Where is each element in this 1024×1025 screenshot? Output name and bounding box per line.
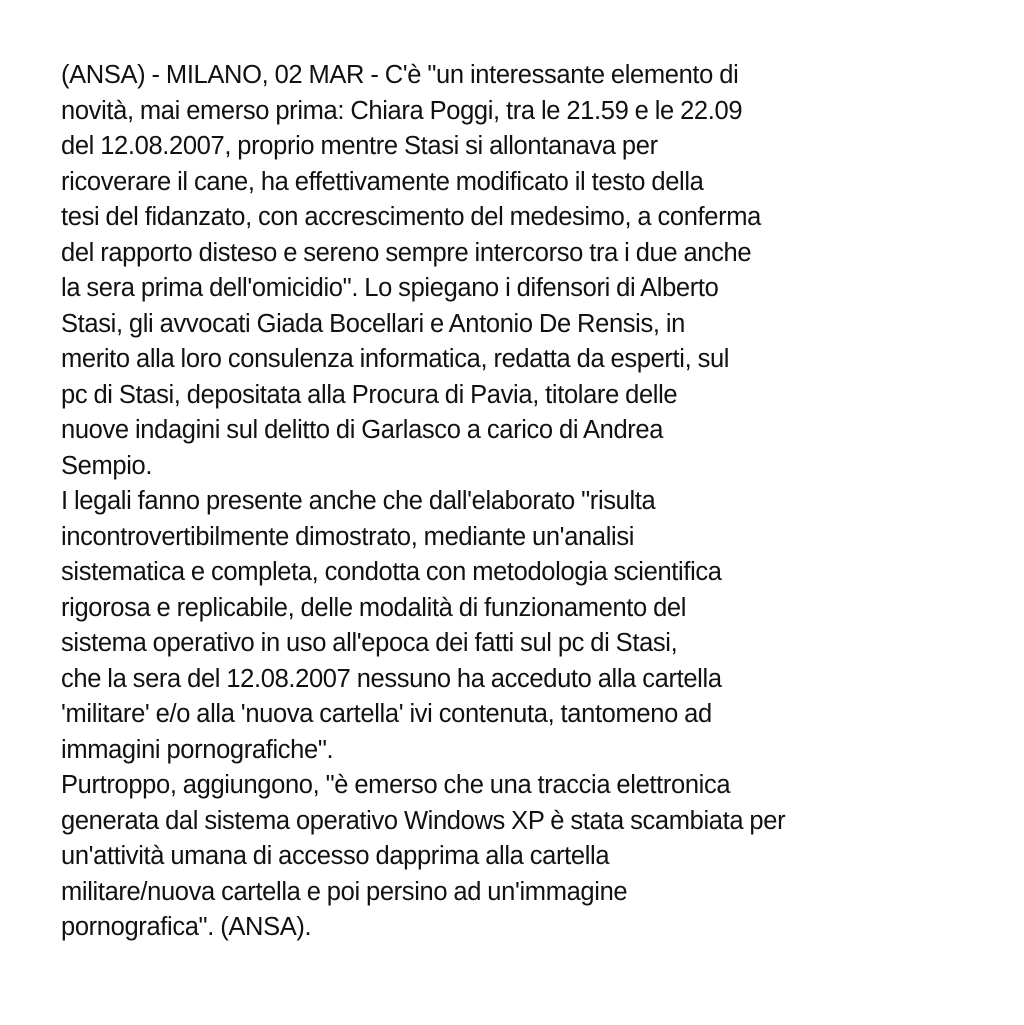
article-line: generata dal sistema operativo Windows XP è stata scambiata per — [61, 806, 786, 835]
article-line: nuove indagini sul delitto di Garlasco a carico di Andrea — [61, 416, 664, 444]
article-line: Sempio. — [61, 451, 153, 480]
article-line: rigorosa e replicabile, delle modalità di funzionamento del — [61, 593, 687, 622]
article-line: pornografica". (ANSA). — [61, 913, 312, 941]
article-line: (ANSA) - MILANO, 02 MAR - C'è "un interessante elemento di — [61, 61, 739, 89]
article-line: novità, mai emerso prima: Chiara Poggi, tra le 21.59 e le 22.09 — [61, 96, 743, 125]
article-line: pc di Stasi, depositata alla Procura di Pavia, titolare delle — [61, 380, 678, 409]
article-line: del 12.08.2007, proprio mentre Stasi si allontanava per — [61, 132, 658, 160]
article-line: del rapporto disteso e sereno sempre intercorso tra i due anche — [61, 238, 752, 267]
article-line: sistematica e completa, condotta con metodologia scientifica — [61, 558, 722, 586]
article-line: la sera prima dell'omicidio". Lo spiegano i difensori di Alberto — [61, 274, 719, 302]
article-line: militare/nuova cartella e poi persino ad un'immagine — [61, 877, 628, 906]
article-line: merito alla loro consulenza informatica, redatta da esperti, sul — [61, 345, 730, 373]
news-article-text — [61, 58, 1001, 946]
article-line: tesi del fidanzato, con accrescimento del medesimo, a conferma — [61, 203, 761, 231]
article-line: un'attività umana di accesso dapprima alla cartella — [61, 842, 610, 870]
article-line: Stasi, gli avvocati Giada Bocellari e Antonio De Rensis, in — [61, 309, 686, 338]
article-line: I legali fanno presente anche che dall'elaborato "risulta — [61, 487, 656, 515]
article-line: sistema operativo in uso all'epoca dei fatti sul pc di Stasi, — [61, 629, 678, 657]
article-line: immagini pornografiche". — [61, 735, 334, 764]
article-line: che la sera del 12.08.2007 nessuno ha acceduto alla cartella — [61, 664, 722, 693]
article-line: ricoverare il cane, ha effettivamente modificato il testo della — [61, 167, 704, 196]
article-line: Purtroppo, aggiungono, "è emerso che una traccia elettronica — [61, 771, 731, 799]
article-line: 'militare' e/o alla 'nuova cartella' ivi contenuta, tantomeno ad — [61, 700, 712, 728]
article-line: incontrovertibilmente dimostrato, mediante un'analisi — [61, 522, 635, 551]
